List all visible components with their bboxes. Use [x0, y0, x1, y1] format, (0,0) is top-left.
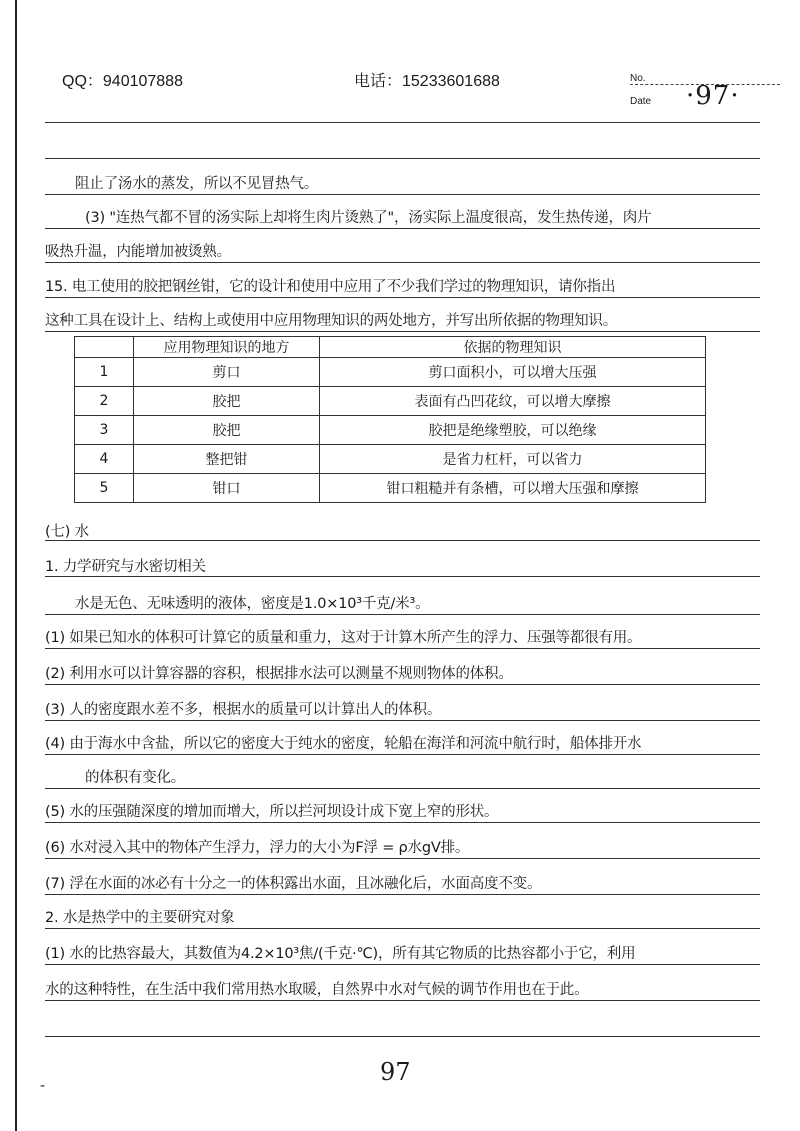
row-number: 1 [75, 358, 134, 387]
ruled-line [45, 1036, 760, 1037]
ruled-line [45, 822, 760, 823]
physics-knowledge: 剪口面积小，可以增大压强 [320, 358, 706, 387]
number-date-block [630, 66, 780, 111]
text-line: (2) 利用水可以计算容器的容积，根据排水法可以测量不规则物体的体积。 [45, 666, 513, 682]
ruled-line [45, 122, 760, 123]
ruled-line [45, 858, 760, 859]
subsection-heading: 1. 力学研究与水密切相关 [45, 559, 206, 575]
row-number: 5 [75, 474, 134, 503]
ruled-line [45, 297, 760, 298]
text-line: (1) 如果已知水的体积可计算它的质量和重力，这对于计算木所产生的浮力、压强等都很有用。 [45, 630, 642, 646]
physics-knowledge: 胶把是绝缘塑胶，可以绝缘 [320, 416, 706, 445]
page-number: 97 [380, 1058, 411, 1086]
physics-knowledge: 表面有凸凹花纹，可以增大摩擦 [320, 387, 706, 416]
text-line: (7) 浮在水面的冰必有十分之一的体积露出水面，且冰融化后，水面高度不变。 [45, 876, 542, 892]
table-header-cell: 应用物理知识的地方 [134, 337, 320, 358]
text-line: (3) 人的密度跟水差不多，根据水的质量可以计算出人的体积。 [45, 702, 442, 718]
table-header-cell [75, 337, 134, 358]
application-place: 剪口 [134, 358, 320, 387]
ruled-line [45, 684, 760, 685]
table-header-cell: 依据的物理知识 [320, 337, 706, 358]
ruled-line [45, 331, 760, 332]
ruled-line [45, 158, 760, 159]
text-line: 水的这种特性，在生活中我们常用热水取暖，自然界中水对气候的调节作用也在于此。 [45, 982, 589, 998]
number-label: No. [630, 73, 646, 84]
text-line: (4) 由于海水中含盐，所以它的密度大于纯水的密度，轮船在海洋和河流中航行时，船体排开水 [45, 736, 642, 752]
ruled-line [45, 648, 760, 649]
application-place: 整把钳 [134, 445, 320, 474]
page-header [62, 66, 762, 116]
row-number: 3 [75, 416, 134, 445]
ruled-line [45, 928, 760, 929]
ruled-line [45, 228, 760, 229]
text-line: 吸热升温，内能增加被烫熟。 [45, 244, 231, 260]
date-value: ·97· [686, 81, 740, 111]
footer-dash: - [40, 1078, 46, 1094]
text-line: (1) 水的比热容最大，其数值为4.2×10³焦/(千克·℃)，所有其它物质的比热容都小于它，利用 [45, 946, 636, 962]
ruled-line [45, 754, 760, 755]
ruled-line [45, 1000, 760, 1001]
subsection-heading: 2. 水是热学中的主要研究对象 [45, 910, 235, 926]
ruled-line [45, 894, 760, 895]
section-title: (七) 水 [45, 524, 89, 540]
text-line: 水是无色、无味透明的液体，密度是1.0×10³千克/米³。 [75, 596, 430, 612]
physics-knowledge-table [74, 336, 706, 503]
application-place: 钳口 [134, 474, 320, 503]
text-line: (3) "连热气都不冒的汤实际上却将生肉片烫熟了"，汤实际上温度很高，发生热传递，肉片 [85, 210, 652, 226]
table-row [75, 445, 706, 474]
table-row [75, 416, 706, 445]
binding-margin-line [15, 0, 17, 1131]
date-label: Date [630, 96, 652, 107]
qq-contact: QQ：940107888 [62, 73, 183, 90]
text-line: 的体积有变化。 [85, 770, 186, 786]
table-row [75, 387, 706, 416]
table-row [75, 358, 706, 387]
physics-knowledge: 是省力杠杆，可以省力 [320, 445, 706, 474]
ruled-line [45, 964, 760, 965]
ruled-line [45, 788, 760, 789]
text-line: (5) 水的压强随深度的增加而增大，所以拦河坝设计成下宽上窄的形状。 [45, 804, 499, 820]
text-line: 阻止了汤水的蒸发，所以不见冒热气。 [75, 176, 319, 192]
ruled-line [45, 194, 760, 195]
physics-knowledge: 钳口粗糙并有条槽，可以增大压强和摩擦 [320, 474, 706, 503]
application-place: 胶把 [134, 387, 320, 416]
phone-contact: 电话：15233601688 [354, 73, 500, 90]
ruled-line [45, 720, 760, 721]
ruled-line [45, 614, 760, 615]
table-header-row [75, 337, 706, 358]
question-15-line: 15. 电工使用的胶把钢丝钳，它的设计和使用中应用了不少我们学过的物理知识，请你指出 [45, 279, 616, 295]
table-row [75, 474, 706, 503]
text-line: 这种工具在设计上、结构上或使用中应用物理知识的两处地方，并写出所依据的物理知识。 [45, 313, 617, 329]
application-place: 胶把 [134, 416, 320, 445]
ruled-line [45, 262, 760, 263]
text-line: (6) 水对浸入其中的物体产生浮力，浮力的大小为F浮 = ρ水gV排。 [45, 840, 470, 856]
row-number: 2 [75, 387, 134, 416]
row-number: 4 [75, 445, 134, 474]
